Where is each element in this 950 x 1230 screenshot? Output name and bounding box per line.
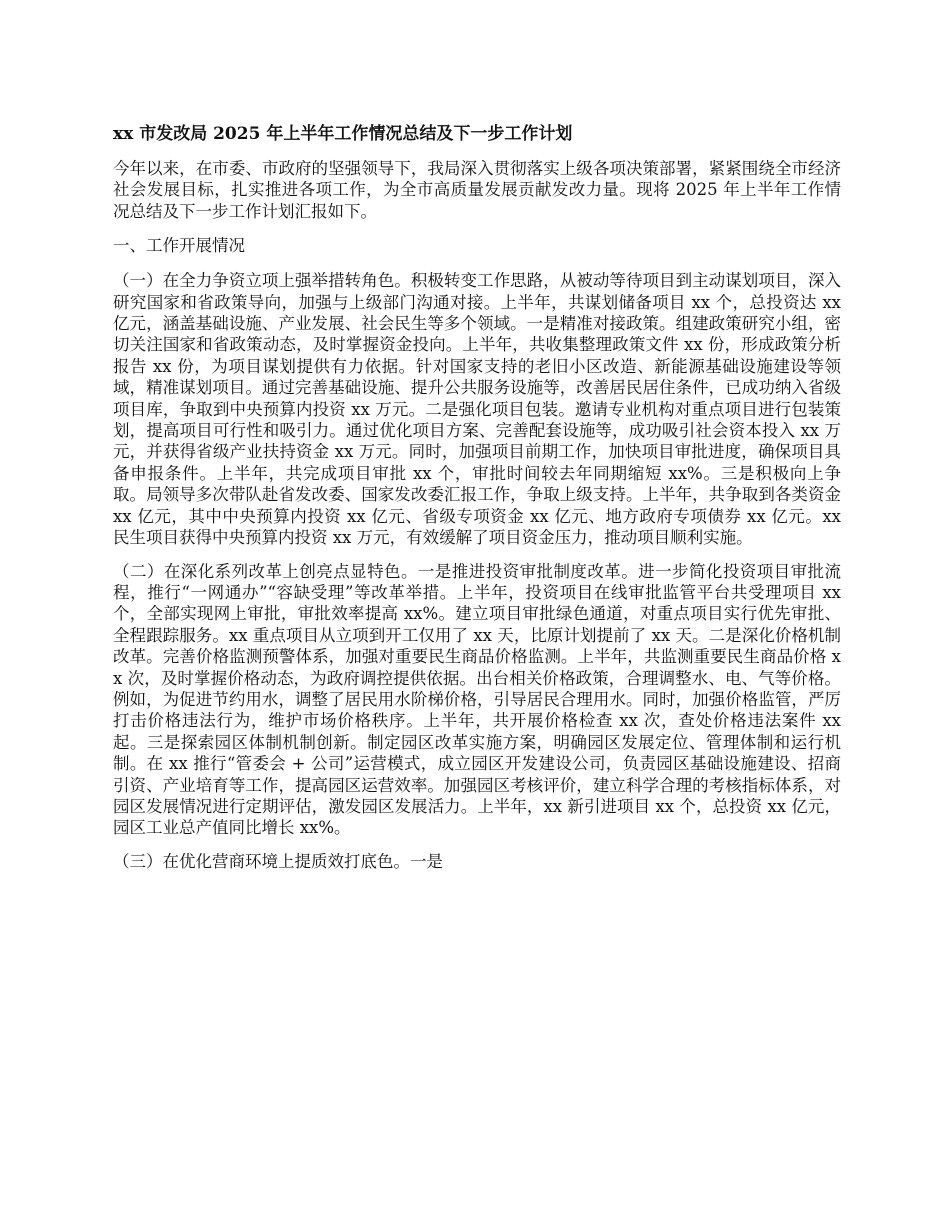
- document-page: [113, 122, 841, 884]
- paragraph-2: （二）在深化系列改革上创亮点显特色。一是推进投资审批制度改革。进一步简化投资项目审批流程，推行“一网通办”“容缺受理”等改革举措。上半年，投资项目在线审批监管平台共受理项目 xx 个，全部实现网上审批，审批效率提高 xx%。建立项目审批绿色通道，对重点项目实行优先审批、全程跟踪服务。xx 重点项目从立项到开工仅用了 xx 天，比原计划提前了 xx 天。二是深化价格机制改革。完善价格监测预警体系，加强对重要民生商品价格监测。上半年，共监测重要民生商品价格 xx 次，及时掌握价格动态，为政府调控提供依据。出台相关价格政策，合理调整水、电、气等价格。例如，为促进节约用水，调整了居民用水阶梯价格，引导居民合理用水。同时，加强价格监管，严厉打击价格违法行为，维护市场价格秩序。上半年，共开展价格检查 xx 次，查处价格违法案件 xx 起。三是探索园区体制机制创新。制定园区改革实施方案，明确园区发展定位、管理体制和运行机制。在 xx 推行“管委会 + 公司”运营模式，成立园区开发建设公司，负责园区基础设施建设、招商引资、产业培育等工作，提高园区运营效率。加强园区考核评价，建立科学合理的考核指标体系，对园区发展情况进行定期评估，激发园区发展活力。上半年，xx 新引进项目 xx 个，总投资 xx 亿元，园区工业总产值同比增长 xx%。: [113, 561, 841, 838]
- paragraph-3: （三）在优化营商环境上提质效打底色。一是: [113, 851, 443, 871]
- document-title: xx 市发改局 2025 年上半年工作情况总结及下一步工作计划: [113, 124, 573, 144]
- section-heading: 一、工作开展情况: [113, 236, 245, 256]
- paragraph-1: （一）在全力争资立项上强举措转角色。积极转变工作思路，从被动等待项目到主动谋划项目，深入研究国家和省政策导向，加强与上级部门沟通对接。上半年，共谋划储备项目 xx 个，总投资达 xx 亿元，涵盖基础设施、产业发展、社会民生等多个领域。一是精准对接政策。组建政策研究小组，密切关注国家和省政策动态，及时掌握资金投向。上半年，共收集整理政策文件 xx 份，形成政策分析报告 xx 份，为项目谋划提供有力依据。针对国家支持的老旧小区改造、新能源基础设施建设等领域，精准谋划项目。通过完善基础设施、提升公共服务设施等，改善居民居住条件，已成功纳入省级项目库，争取到中央预算内投资 xx 万元。二是强化项目包装。邀请专业机构对重点项目进行包装策划，提高项目可行性和吸引力。通过优化项目方案、完善配套设施等，成功吸引社会资本投入 xx 万元，并获得省级产业扶持资金 xx 万元。同时，加强项目前期工作，加快项目审批进度，确保项目具备申报条件。上半年，共完成项目审批 xx 个，审批时间较去年同期缩短 xx%。三是积极向上争取。局领导多次带队赴省发改委、国家发改委汇报工作，争取上级支持。上半年，共争取到各类资金 xx 亿元，其中中央预算内投资 xx 亿元、省级专项资金 xx 亿元、地方政府专项债券 xx 亿元。xx 民生项目获得中央预算内投资 xx 万元，有效缓解了项目资金压力，推动项目顺利实施。: [113, 271, 841, 548]
- intro-paragraph: 今年以来，在市委、市政府的坚强领导下，我局深入贯彻落实上级各项决策部署，紧紧围绕全市经济社会发展目标，扎实推进各项工作，为全市高质量发展贡献发改力量。现将 2025 年上半年工作情况总结及下一步工作计划汇报如下。: [113, 159, 841, 221]
